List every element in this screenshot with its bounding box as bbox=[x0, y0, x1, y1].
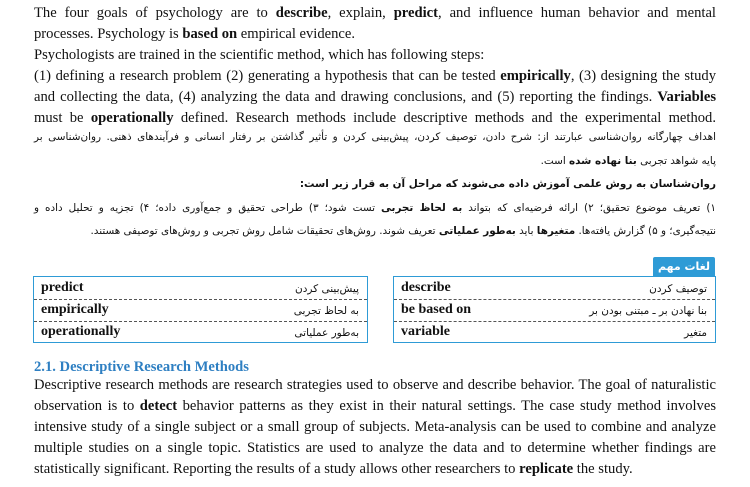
term-detect: detect bbox=[139, 398, 178, 414]
persian-line-2: پایه شواهد تجربی بنا نهاده شده است. bbox=[540, 154, 716, 167]
term-variables: Variables bbox=[657, 89, 716, 105]
section-line-4: multiple studies on a single topic. Statistics are used to analyze the data and to determine whether findings are bbox=[34, 440, 716, 456]
glossary-term: operationally bbox=[41, 324, 121, 339]
persian-line-1: اهداف چهارگانه روان‌شناسی عبارتند از: شرح دادن، توصیف کردن، پیش‌بینی کردن و تأثیر گذاشتن بر رفتار انسانی و فرآیندهای ذهنی. روان‌شناسی بر bbox=[34, 131, 716, 143]
glossary-term: empirically bbox=[41, 302, 109, 317]
term-describe: describe bbox=[275, 5, 328, 21]
intro-line-4: (1) defining a research problem (2) generating a hypothesis that can be tested empirically, (3) designing the study bbox=[34, 68, 716, 84]
persian-line-3: روان‌شناسان به روش علمی آموزش داده می‌شوند که مراحل آن به قرار زیر است: bbox=[299, 178, 716, 190]
glossary-row bbox=[394, 321, 715, 343]
intro-line-2: processes. Psychology is based on empirical evidence. bbox=[34, 26, 356, 42]
glossary-term: variable bbox=[401, 324, 450, 339]
glossary-table-right bbox=[393, 276, 716, 343]
glossary-translation: پیش‌بینی کردن bbox=[294, 283, 359, 295]
glossary-row bbox=[34, 277, 367, 300]
section-paragraph bbox=[34, 375, 716, 480]
term-based-on: based on bbox=[182, 26, 238, 42]
intro-paragraph bbox=[34, 3, 716, 129]
section-line-1: Descriptive research methods are research strategies used to observe and describe behavior. The goal of naturalistic bbox=[34, 377, 716, 393]
section-line-3: intensive study of a single subject or a small group of subjects. Meta-analysis can be used to combine and analyze bbox=[34, 419, 716, 435]
intro-line-5: and collecting the data, (4) analyzing the data and drawing conclusions, and (5) reporting the findings. Variables bbox=[34, 89, 716, 105]
glossary-table-left bbox=[33, 276, 368, 343]
section-line-2: observation is to detect behavior patterns as they exist in their natural settings. The case study method involves bbox=[34, 398, 716, 414]
term-operationally: operationally bbox=[90, 110, 174, 126]
persian-line-5: نتیجه‌گیری؛ و ۵) گزارش یافته‌ها. متغیرها باید به‌طور عملیاتی تعریف شوند. روش‌های تحقیقات شامل روش تجربی و روش‌های توصیفی هستند. bbox=[90, 225, 716, 237]
glossary-row bbox=[394, 299, 715, 322]
glossary-translation: توصیف کردن bbox=[649, 283, 707, 295]
glossary-row bbox=[34, 321, 367, 343]
glossary-translation: به‌طور عملیاتی bbox=[294, 327, 359, 339]
intro-line-1: The four goals of psychology are to describe, explain, predict, and influence human behavior and mental bbox=[34, 5, 716, 21]
glossary-translation: بنا نهادن بر ـ مبتنی بودن بر bbox=[589, 305, 707, 317]
persian-line-4: ۱) تعریف موضوع تحقیق؛ ۲) ارائه فرضیه‌ای که بتواند به لحاظ تجربی تست شود؛ ۳) طراحی تحقیق و جمع‌آوری داده؛ ۴) تجزیه و تحلیل داده و bbox=[34, 201, 716, 214]
intro-line-6: must be operationally defined. Research methods include descriptive methods and the experimental method. bbox=[34, 110, 716, 126]
glossary-term: be based on bbox=[401, 302, 472, 317]
section-heading: 2.1. Descriptive Research Methods bbox=[34, 359, 249, 375]
glossary-row bbox=[34, 299, 367, 322]
glossary-translation: به لحاظ تجربی bbox=[293, 305, 359, 317]
glossary-term: describe bbox=[401, 280, 451, 295]
glossary-title: لغات مهم bbox=[653, 257, 715, 276]
term-predict: predict bbox=[393, 5, 439, 21]
intro-line-3: Psychologists are trained in the scientific method, which has following steps: bbox=[34, 47, 485, 63]
glossary-term: predict bbox=[41, 280, 84, 295]
glossary-row bbox=[394, 277, 715, 300]
term-replicate: replicate bbox=[519, 461, 574, 477]
glossary-translation: متغیر bbox=[684, 327, 707, 339]
persian-paragraph bbox=[34, 126, 716, 244]
term-empirically: empirically bbox=[500, 68, 571, 84]
section-line-5: statistically significant. Reporting the results of a study allows other researchers to replicate the study. bbox=[34, 461, 633, 477]
